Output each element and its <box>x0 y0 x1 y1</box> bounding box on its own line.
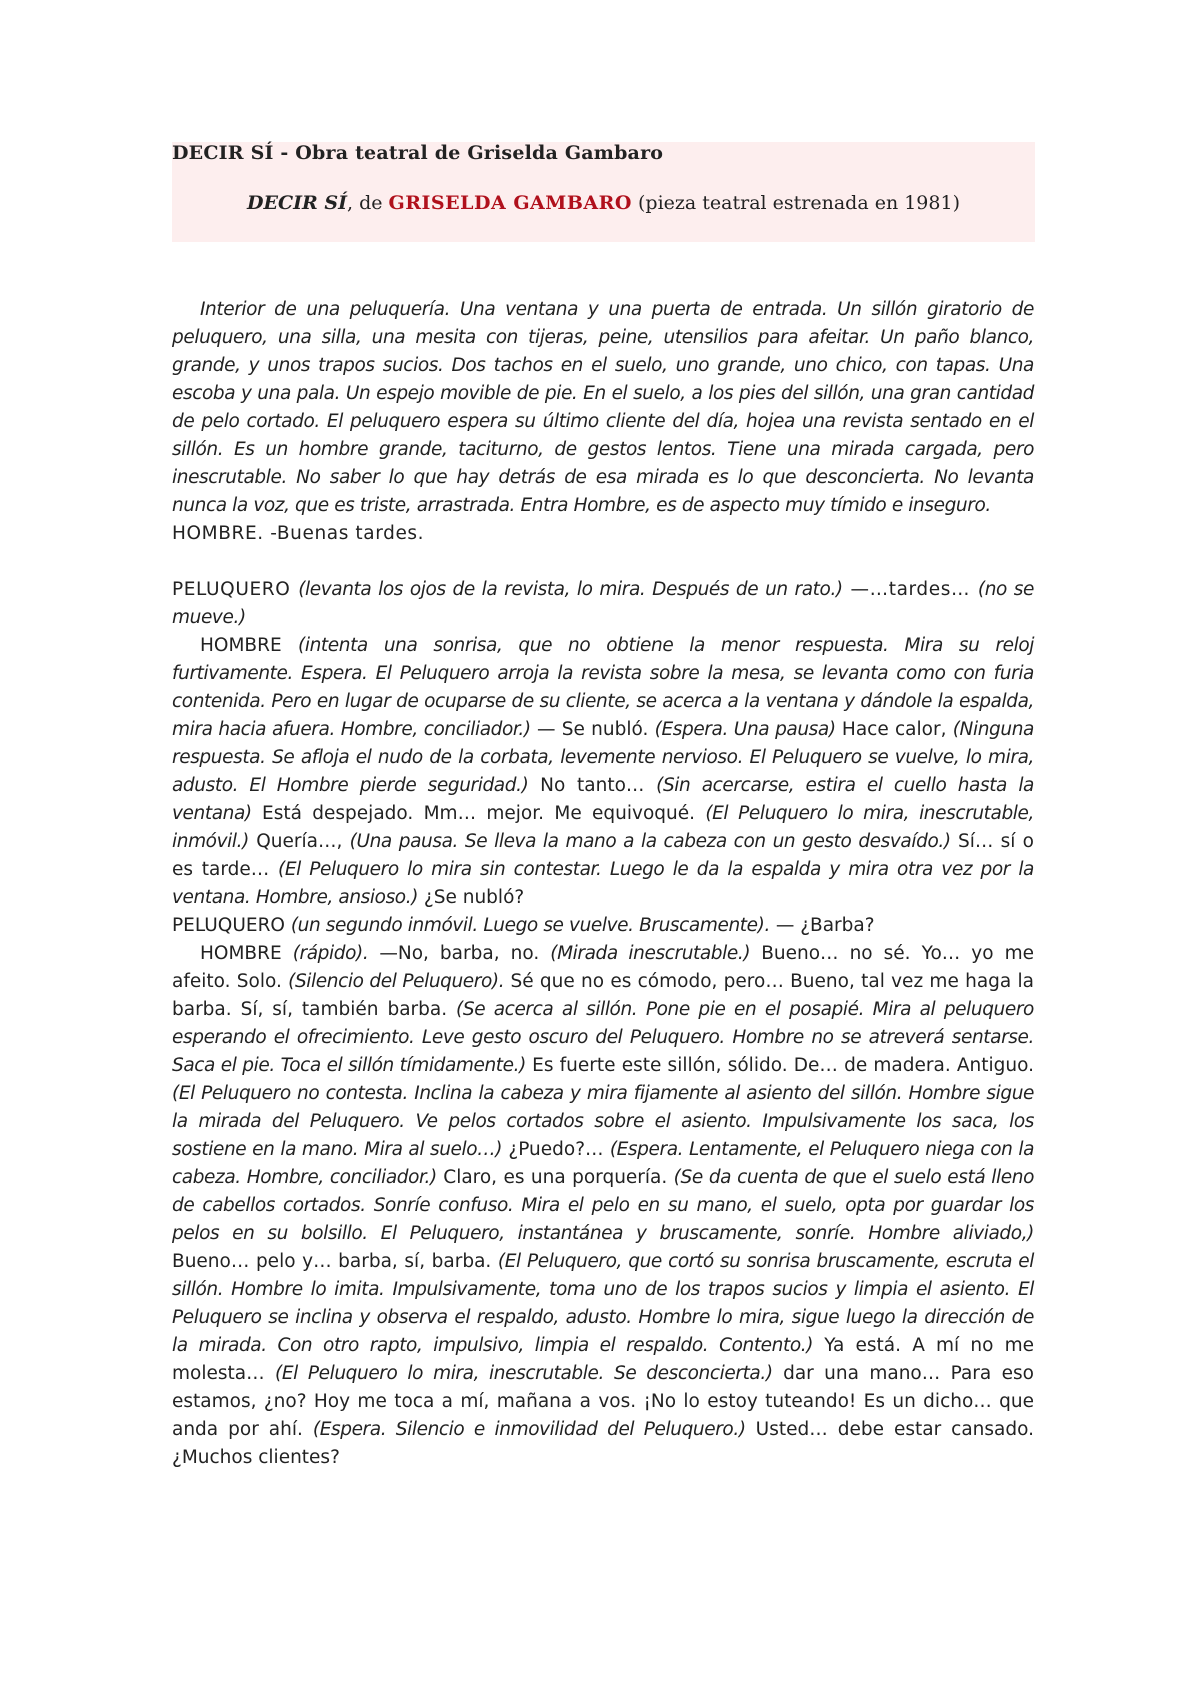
segment: (Silencio del Peluquero). <box>288 971 505 992</box>
paragraph-gap <box>172 548 1034 576</box>
segment: (Sin acercarse, estira el cuello hasta la ventana) <box>172 775 1034 824</box>
segment: Está despejado. Mm… mejor. Me equivoqué. <box>251 803 706 824</box>
subtitle-de: , de <box>346 192 389 214</box>
segment: — ¿Barba? <box>769 915 875 936</box>
segment: (Una pausa. Se lleva la mano a la cabeza con un gesto desvaído.) <box>349 831 951 852</box>
author-name: GRISELDA GAMBARO <box>388 192 632 214</box>
segment: (un segundo inmóvil. Luego se vuelve. Bruscamente). <box>290 915 770 936</box>
segment: Quería…, <box>248 831 350 852</box>
segment: Ya está. A mí no me molesta… <box>172 1335 1034 1384</box>
segment: —No, barba, no. <box>368 943 551 964</box>
segment: (El Peluquero lo mira, inescrutable, inmóvil.) <box>172 803 1034 852</box>
stage-direction-opening <box>172 296 1034 520</box>
segment: Usted… debe estar cansado. ¿Muchos clientes? <box>172 1419 1034 1468</box>
segment: Bueno… no sé. Yo… yo me afeito. Solo. <box>172 943 1034 992</box>
segment: (El Peluquero no contesta. Inclina la cabeza y mira fijamente al asiento del sillón. Hombre sigue la mirada del Peluquero. Ve pelos cortados sobre el asiento. Impulsivamente los saca, los sostiene en la mano. Mira al suelo…) <box>172 1083 1034 1160</box>
segment: (Espera. Silencio e inmovilidad del Peluquero.) <box>312 1419 746 1440</box>
segment: (Espera. Una pausa) <box>654 719 836 740</box>
play-title: DECIR SÍ <box>247 192 347 214</box>
speaker-label: PELUQUERO <box>172 579 299 600</box>
dialogue-paragraph <box>172 940 1034 1472</box>
dialogue-paragraph <box>172 632 1034 912</box>
document-subtitle <box>172 192 1035 214</box>
segment: (Ninguna respuesta. Se afloja el nudo de la corbata, levemente nervioso. El Peluquero se vuelve, lo mira, adusto. El Hombre pierde seguridad.) <box>172 719 1034 796</box>
stage-direction: (no se mueve.) <box>172 579 1034 628</box>
segment: Es fuerte este sillón, sólido. De… de madera. Antiguo. <box>525 1055 1035 1076</box>
segment: Bueno… pelo y… barba, sí, barba. <box>172 1251 498 1272</box>
segment: (Se acerca al sillón. Pone pie en el posapié. Mira al peluquero esperando el ofrecimiento. Leve gesto oscuro del Peluquero. Hombre no se atreverá sentarse. Saca el pie. Toca el sillón tímidamente.) <box>172 999 1034 1076</box>
segment: dar una mano… Para eso estamos, ¿no? Hoy me toca a mí, mañana a vos. ¡No lo estoy tuteando! Es un dicho… que anda por ahí. <box>172 1363 1034 1440</box>
segment: — Se nubló. <box>530 719 655 740</box>
stage-direction-text: Interior de una peluquería. Una ventana y una puerta de entrada. Un sillón giratorio de peluquero, una silla, una mesita con tijeras, peine, utensilios para afeitar. Un paño blanco, grande, y unos trapos sucios. Dos tachos en el suelo, uno grande, uno chico, con tapas. Una escoba y una pala. Un espejo movible de pie. En el suelo, a los pies del sillón, una gran cantidad de pelo cortado. El peluquero espera su último cliente del día, hojea una revista sentado en el sillón. Es un hombre grande, taciturno, de gestos lentos. Tiene una mirada cargada, pero inescrutable. No saber lo que hay detrás de esa mirada es lo que desconcierta. No levanta nunca la voz, que es triste, arrastrada. Entra Hombre, es de aspecto muy tímido e inseguro. <box>172 299 1034 516</box>
segment: (El Peluquero, que cortó su sonrisa bruscamente, escruta el sillón. Hombre lo imita. Impulsivamente, toma uno de los trapos sucios y limpia el asiento. El Peluquero se inclina y observa el respaldo, adusto. Hombre lo mira, sigue luego la dirección de la mirada. Con otro rapto, impulsivo, limpia el respaldo. Contento.) <box>172 1251 1034 1356</box>
dialogue-paragraph <box>172 912 1034 940</box>
stage-direction: (levanta los ojos de la revista, lo mira. Después de un rato.) <box>298 579 843 600</box>
segment: Sé que no es cómodo, pero… Bueno, tal vez me haga la barba. Sí, sí, también barba. <box>172 971 1035 1020</box>
segment: (intenta una sonrisa, que no obtiene la menor respuesta. Mira su reloj furtivamente. Espera. El Peluquero arroja la revista sobre la mesa, se levanta como con furia contenida. Pero en lugar de ocuparse de su cliente, se acerca a la ventana y dándole la espalda, mira hacia afuera. Hombre, conciliador.) <box>172 635 1034 740</box>
dialogue-text: —…tardes… <box>842 579 978 600</box>
segment: HOMBRE <box>200 635 299 656</box>
segment: Sí… sí o es tarde… <box>172 831 1034 880</box>
dialogue-line: HOMBRE. -Buenas tardes. <box>172 523 425 544</box>
segment: HOMBRE <box>200 943 293 964</box>
document-title: DECIR SÍ - Obra teatral de Griselda Gambaro <box>172 142 664 164</box>
segment: PELUQUERO <box>172 915 291 936</box>
segment: (El Peluquero lo mira, inescrutable. Se desconcierta.) <box>275 1363 773 1384</box>
segment: (rápido). <box>292 943 369 964</box>
segment: Hace calor, <box>835 719 953 740</box>
segment: No tanto… <box>528 775 657 796</box>
play-text <box>172 296 1034 1472</box>
segment: (Mirada inescrutable.) <box>550 943 751 964</box>
subtitle-note: (pieza teatral estrenada en 1981) <box>631 192 960 214</box>
segment: (Espera. Lentamente, el Peluquero niega con la cabeza. Hombre, conciliador.) <box>172 1139 1035 1188</box>
segment: Claro, es una porquería. <box>436 1167 674 1188</box>
dialogue-paragraph <box>172 576 1034 632</box>
segment: ¿Se nubló? <box>418 887 525 908</box>
segment: (Se da cuenta de que el suelo está lleno de cabellos cortados. Sonríe confuso. Mira el pelo en su mano, el suelo, opta por guardar los pelos en su bolsillo. El Peluquero, instantánea y bruscamente, sonríe. Hombre aliviado,) <box>172 1167 1034 1244</box>
segment: (El Peluquero lo mira sin contestar. Luego le da la espalda y mira otra vez por la ventana. Hombre, ansioso.) <box>172 859 1034 908</box>
segment: ¿Puedo?… <box>502 1139 610 1160</box>
